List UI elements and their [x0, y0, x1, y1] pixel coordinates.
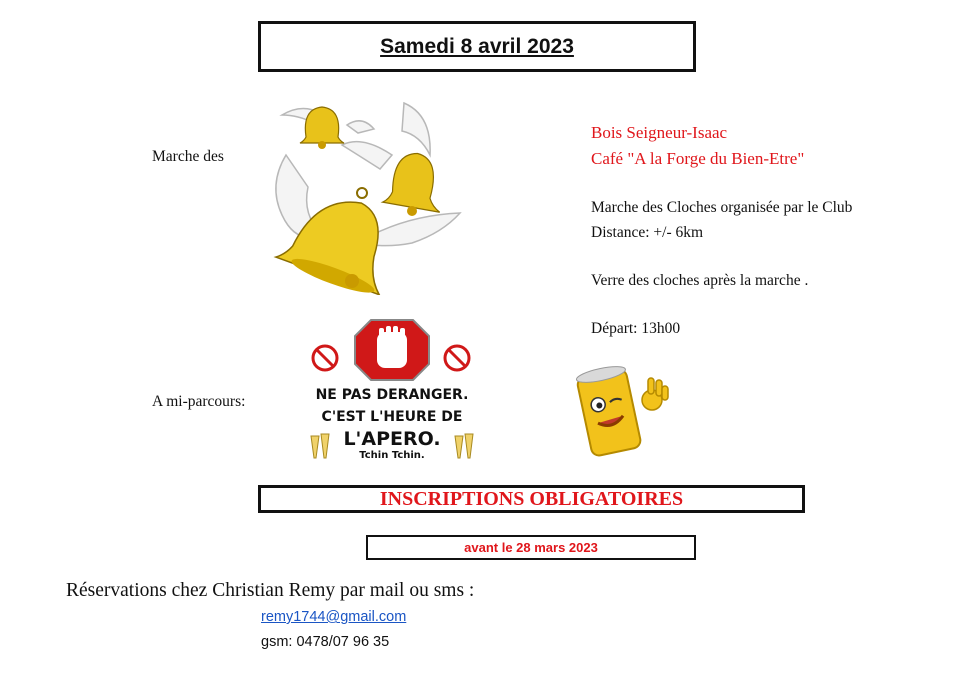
- page-title: Samedi 8 avril 2023: [380, 34, 574, 58]
- apero-line-3: L'APERO.: [343, 428, 441, 450]
- phone-number: gsm: 0478/07 96 35: [261, 634, 390, 650]
- deadline-frame: [366, 535, 696, 560]
- location-venue: Café "A la Forge du Bien-Etre": [591, 149, 805, 168]
- distance-text: Distance: +/- 6km: [591, 224, 704, 241]
- email-link[interactable]: remy1744@gmail.com: [261, 609, 407, 625]
- registration-banner: [258, 485, 805, 513]
- location-place: Bois Seigneur-Isaac: [591, 123, 728, 142]
- info-block: [591, 195, 852, 341]
- walk-label: Marche des: [152, 148, 224, 165]
- title-frame: [258, 21, 696, 72]
- apero-line-4: Tchin Tchin.: [359, 450, 425, 461]
- midway-label: A mi-parcours:: [152, 393, 246, 410]
- beer-can-mascot-icon: [572, 362, 672, 458]
- departure-text: Départ: 13h00: [591, 320, 681, 337]
- apero-sign: [307, 318, 477, 470]
- reservation-contact: Réservations chez Christian Remy par mail ou sms :: [66, 580, 475, 601]
- location-block: [591, 120, 804, 172]
- apero-line-2: C'EST L'HEURE DE: [321, 409, 463, 425]
- registration-mandatory: INSCRIPTIONS OBLIGATOIRES: [379, 487, 684, 510]
- registration-deadline: avant le 28 mars 2023: [464, 540, 598, 555]
- stop-hand-icon: [355, 320, 429, 380]
- flying-bells-icon: [262, 95, 467, 295]
- organizer-text: Marche des Cloches organisée par le Club: [591, 199, 853, 216]
- after-walk-text: Verre des cloches après la marche .: [591, 272, 809, 289]
- apero-line-1: NE PAS DERANGER.: [315, 387, 469, 403]
